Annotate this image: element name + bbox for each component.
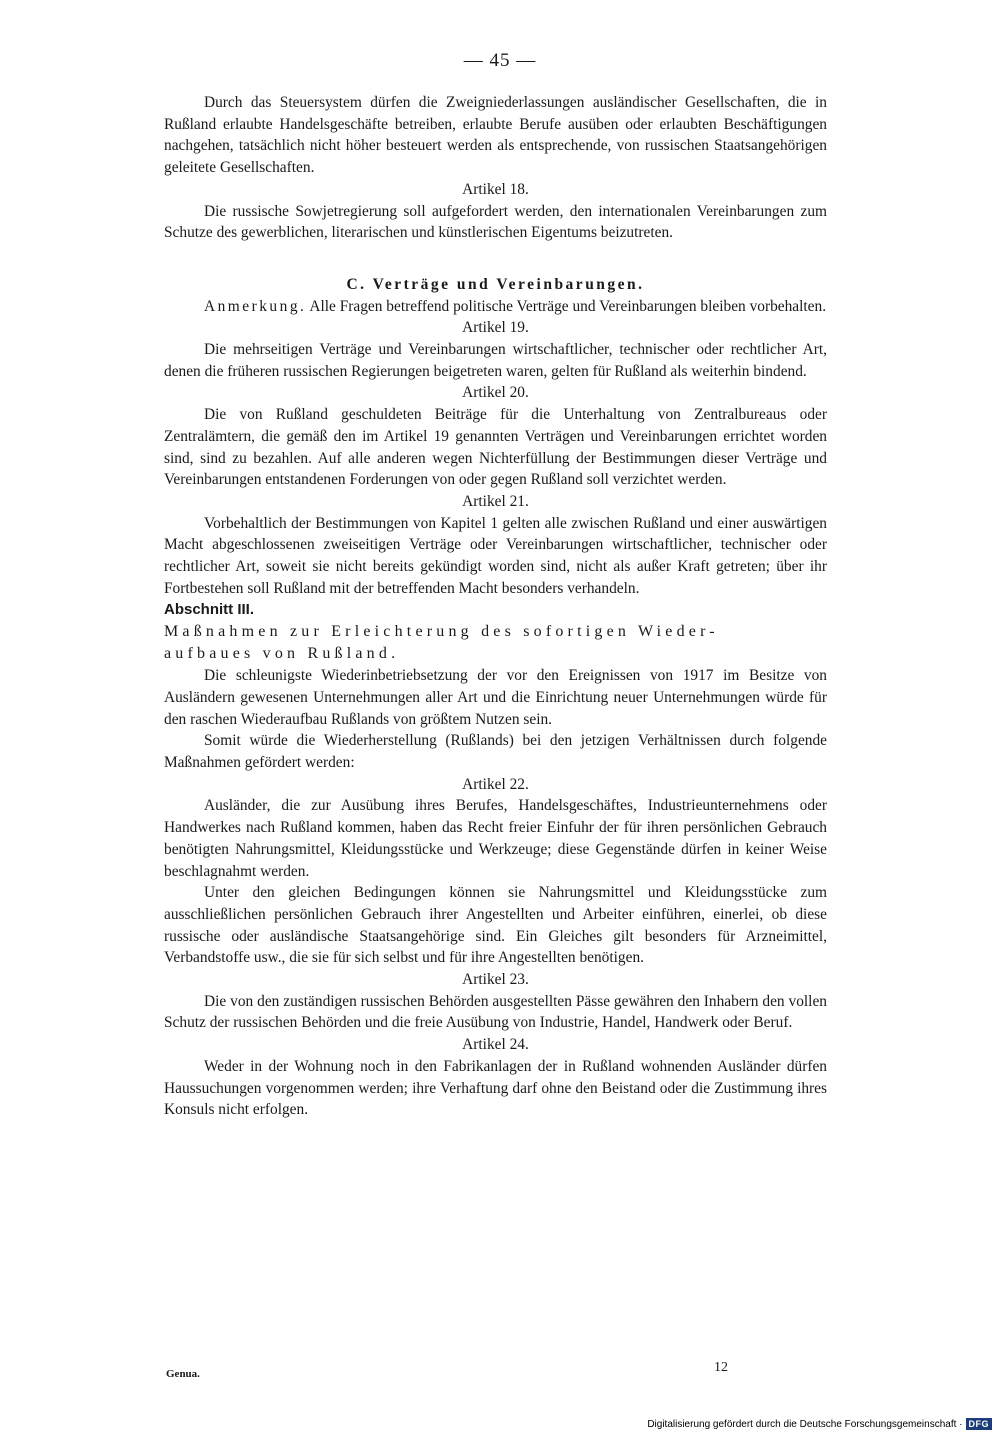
section-c-title: C. Verträge und Vereinbarungen. <box>346 275 645 293</box>
anmerkung-text: Alle Fragen betreffend politische Verträge und Vereinbarungen bleiben vorbehalten. <box>306 297 827 315</box>
massnahmen-title-line-1: Maßnahmen zur Erleichterung des sofortigen Wieder- <box>164 623 719 641</box>
paragraph-somit: Somit würde die Wiederherstellung (Rußlands) bei den jetzigen Verhältnissen durch folgende Maßnahmen gefördert werden: <box>164 732 827 771</box>
article-20-text: Die von Rußland geschuldeten Beiträge für die Unterhaltung von Zentralbureaus oder Zentralämtern, die gemäß den im Artikel 19 genannten Verträgen und Vereinbarungen errichtet worden sind, sind zu bezahlen. Auf alle anderen wegen Nichterfüllung der Bestimmungen dieser Verträge und Vereinbarungen entstandenen Forderungen von oder gegen Rußland soll verzichtet werden. <box>164 406 827 489</box>
article-22-text-1: Ausländer, die zur Ausübung ihres Berufes, Handelsgeschäftes, Industrieunternehmens oder Handwerkes nach Rußland kommen, haben das Recht freier Einfuhr der für ihren persönlichen Gebrauch benötigten Nahrungsmittel, Kleidungsstücke und Werkzeuge; diese Gegenstände dürfen in keiner Weise beschlagnahmt werden. <box>164 797 827 880</box>
paragraph-schleunigste: Die schleunigste Wiederinbetriebsetzung der vor den Ereignissen von 1917 im Besitze von Ausländern gewesenen Unternehmungen aller Art und die Einrichtung neuer Unternehmungen würde für den raschen Wiederaufbau Rußlands von größtem Nutzen sein. <box>164 667 827 728</box>
sheet-number: 12 <box>714 1360 728 1375</box>
article-24-text: Weder in der Wohnung noch in den Fabrikanlagen der in Rußland wohnenden Ausländer dürfen Haussuchungen vorgenommen werden; ihre Verhaftung darf ohne den Beistand oder die Zustimmung ihres Konsuls nicht erfolgen. <box>164 1057 827 1119</box>
anmerkung-label: Anmerkung. <box>204 297 307 315</box>
article-18-title: Artikel 18. <box>462 180 529 198</box>
article-19-title: Artikel 19. <box>462 319 529 337</box>
signature-mark: Genua. <box>166 1368 200 1380</box>
article-19-text: Die mehrseitigen Verträge und Vereinbarungen wirtschaftlicher, technischer oder rechtlicher Art, denen die früheren russischen Regierungen beigetreten waren, gelten für Rußland als weiterhin bindend. <box>164 341 827 380</box>
article-20-title: Artikel 20. <box>462 384 529 402</box>
anmerkung-paragraph <box>164 296 827 318</box>
article-21-title: Artikel 21. <box>462 492 529 510</box>
article-23-text: Die von den zuständigen russischen Behörden ausgestellten Pässe gewähren den Inhabern den vollen Schutz der russischen Behörden und die freie Ausübung von Industrie, Handel, Handwerk oder Beruf. <box>164 992 827 1032</box>
dfg-attribution <box>647 1418 992 1430</box>
article-21-text: Vorbehaltlich der Bestimmungen von Kapitel 1 gelten alle zwischen Rußland und einer auswärtigen Macht abgeschlossenen zweiseitigen Verträge oder Vereinbarungen wirtschaftlicher, technischer oder rechtlicher Art, soweit sie nicht bereits gekündigt worden sind, nicht als außer Kraft getreten; über ihr Fortbestehen soll Rußland mit der betreffenden Macht besonders verhandeln. <box>164 514 827 597</box>
article-22-text-2: Unter den gleichen Bedingungen können sie Nahrungsmittel und Kleidungsstücke zum ausschließlichen persönlichen Gebrauch ihrer Angestellten und Arbeiter einführen, einerlei, ob diese russische oder ausländische Staatsangehörige sind. Ein Gleiches gilt besonders für Arzneimittel, Verbandstoffe usw., die sie für sich selbst und für ihre Angestellten benötigen. <box>164 884 827 967</box>
article-22-title: Artikel 22. <box>462 775 529 793</box>
dfg-logo-icon: DFG <box>966 1418 993 1430</box>
page-number: — 45 — <box>463 50 537 71</box>
article-24-title: Artikel 24. <box>462 1036 529 1054</box>
paragraph-steuersystem: Durch das Steuersystem dürfen die Zweigniederlassungen ausländischer Gesellschaften, die in Rußland erlaubte Handelsgeschäfte betreiben, erlaubte Berufe ausüben oder erlaubten Beschäftigungen nachgehen, tatsächlich nicht höher besteuert werden als entsprechende, von russischen Staatsangehörigen geleitete Gesellschaften. <box>164 94 827 177</box>
article-23-title: Artikel 23. <box>462 971 529 989</box>
article-18-text: Die russische Sowjetregierung soll aufgefordert werden, den internationalen Vereinbarungen zum Schutze des gewerblichen, literarischen und künstlerischen Eigentums beizutreten. <box>164 202 827 242</box>
document-body <box>164 92 827 1121</box>
massnahmen-title-line-2: aufbaues von Rußland. <box>164 645 400 663</box>
abschnitt-title: Abschnitt III. <box>164 601 254 619</box>
dfg-text: Digitalisierung gefördert durch die Deutsche Forschungsgemeinschaft · <box>647 1418 963 1430</box>
